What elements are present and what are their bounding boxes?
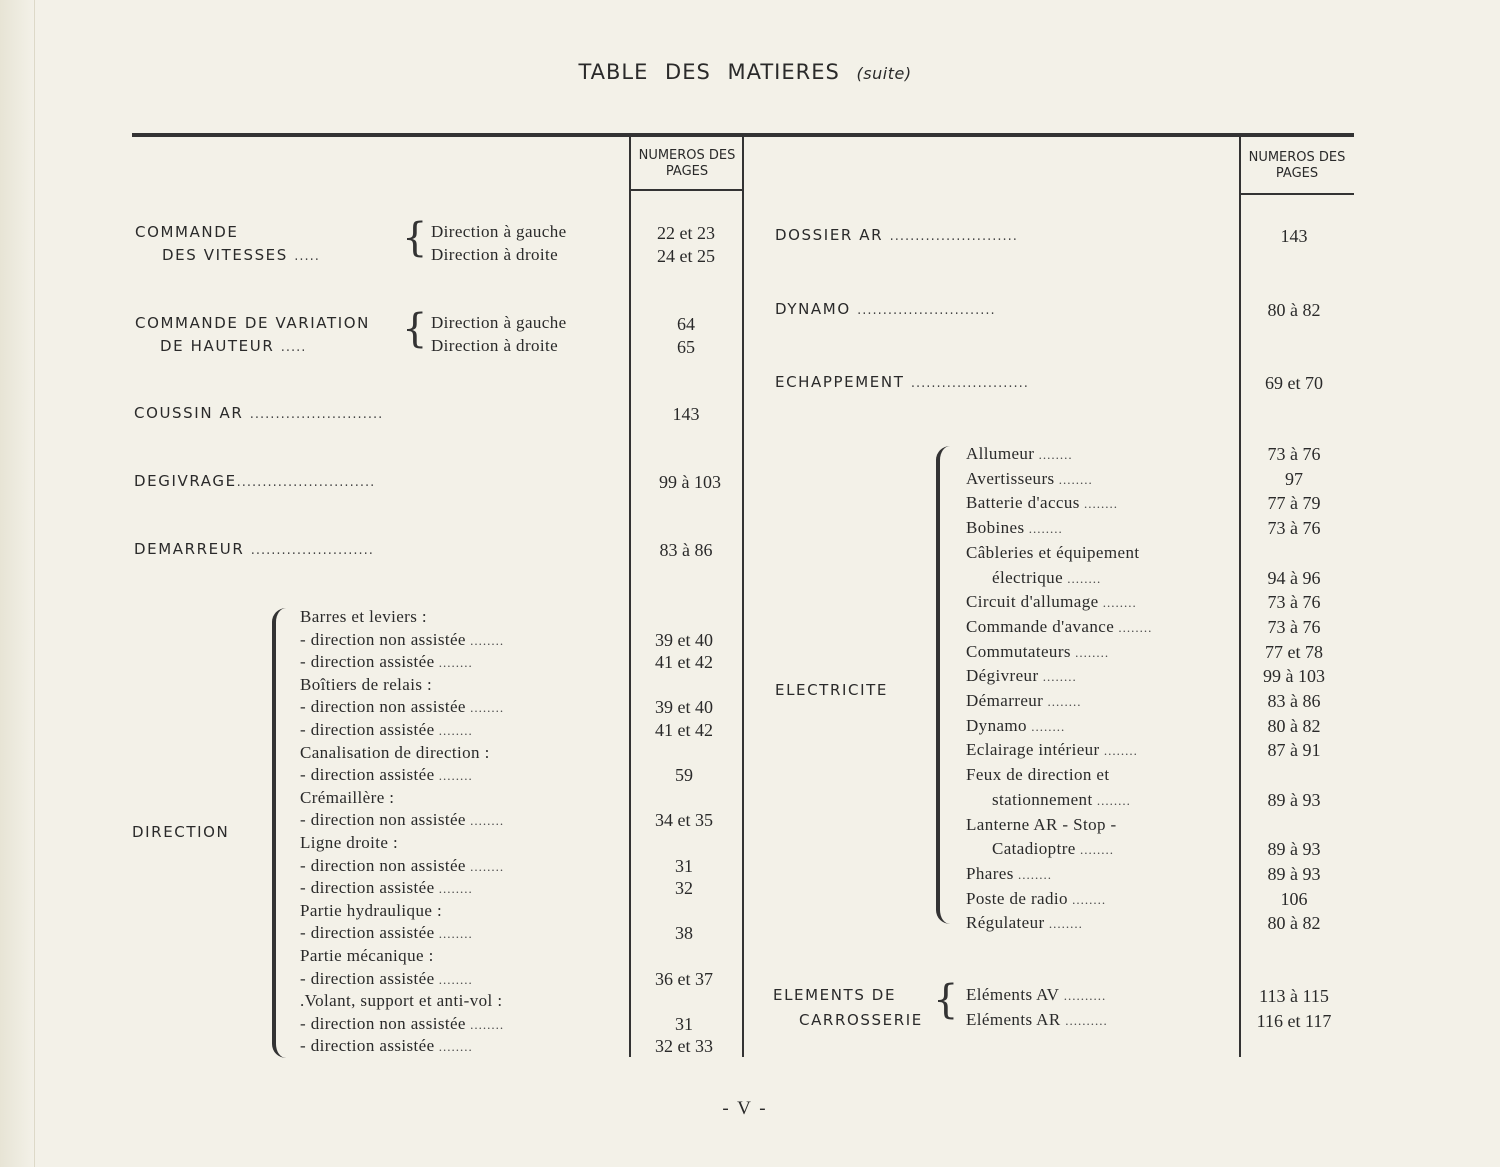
list-item-page: 77 à 79 — [1267, 493, 1321, 514]
list-item-text: Poste de radio — [966, 888, 1068, 908]
coussin-label: COUSSIN AR .......................... — [134, 404, 384, 422]
commande-variation-brace: { — [402, 306, 428, 352]
list-item-text: Câbleries et équipement — [966, 542, 1140, 562]
leader-dots: ........ — [434, 881, 473, 897]
list-item-text: - direction assistée — [300, 968, 435, 988]
leader-dots: ........ — [465, 813, 505, 829]
list-item — [966, 913, 1083, 933]
list-item — [966, 493, 1118, 513]
list-item — [300, 991, 502, 1011]
list-item — [966, 740, 1138, 760]
list-item — [300, 675, 432, 695]
list-item-text: Phares — [966, 863, 1014, 883]
list-item — [300, 856, 504, 876]
list-item — [966, 815, 1117, 835]
commande-variation-line2-text: DE HAUTEUR — [160, 337, 275, 355]
leader-dots: ........ — [1038, 669, 1077, 685]
page-title — [0, 60, 1490, 84]
left-pages-col-left — [629, 137, 631, 1057]
leader-dots: ........ — [465, 1016, 505, 1032]
list-item — [992, 790, 1131, 810]
leader-dots: ........ — [465, 632, 505, 648]
list-item — [300, 652, 473, 672]
list-item-page: 97 — [1285, 468, 1303, 489]
leader-dots: ........ — [434, 655, 473, 671]
leader-dots: ........ — [1114, 619, 1153, 635]
list-item — [300, 1014, 504, 1034]
list-item-text: Batterie d'accus — [966, 493, 1080, 513]
commande-vitesses-p1: 22 et 23 — [657, 223, 715, 243]
list-item — [966, 666, 1077, 686]
commande-variation-p1: 64 — [677, 314, 695, 334]
leader-dots: ........ — [1079, 496, 1119, 512]
list-item-text: stationnement — [992, 789, 1093, 809]
commande-vitesses-line2: DES VITESSES ..... — [162, 246, 320, 264]
commande-variation-line1: COMMANDE DE VARIATION — [135, 314, 370, 332]
elements-p2: 116 et 117 — [1256, 1011, 1332, 1031]
page-number: - V - — [722, 1098, 768, 1119]
left-col-header: NUMEROS DES PAGES — [638, 148, 736, 179]
commande-vitesses-brace: { — [402, 215, 428, 261]
coussin-page: 143 — [672, 404, 700, 424]
list-item-text: Crémaillère : — [300, 787, 395, 807]
leader-dots: ........ — [1054, 471, 1093, 487]
list-item-text: - direction assistée — [300, 878, 435, 898]
left-header-rule — [630, 189, 744, 191]
electricite-label: ELECTRICITE — [775, 681, 888, 699]
dossier-label: DOSSIER AR ......................... — [775, 226, 1018, 244]
commande-vitesses-p2: 24 et 25 — [657, 246, 715, 266]
leader-dots: ........ — [1024, 521, 1063, 537]
commande-variation-line2: DE HAUTEUR ..... — [160, 337, 307, 355]
list-item-text: - direction assistée — [300, 923, 435, 943]
elements-brace: { — [933, 977, 959, 1023]
leader-dots: ........ — [1026, 718, 1066, 734]
list-item-text: Commande d'avance — [966, 616, 1115, 636]
elements-p1: 113 à 115 — [1259, 986, 1329, 1006]
list-item-text: Lanterne AR - Stop - — [966, 814, 1117, 834]
leader-dots: ........ — [1098, 595, 1137, 611]
list-item — [992, 839, 1114, 859]
leader-dots: ........ — [1043, 694, 1082, 709]
list-item — [966, 518, 1063, 538]
list-item-page: 99 à 103 — [1263, 666, 1325, 687]
list-item — [966, 444, 1073, 464]
title-text: TABLE DES MATIERES — [578, 60, 840, 84]
list-item-page: 80 à 82 — [1267, 913, 1321, 934]
list-item-page: 77 et 78 — [1265, 641, 1323, 662]
list-item-page: 80 à 82 — [1267, 715, 1321, 736]
list-item-page: 32 et 33 — [655, 1036, 713, 1057]
demarreur-page: 83 à 86 — [659, 540, 713, 560]
direction-label: DIRECTION — [132, 823, 230, 841]
list-item — [300, 923, 473, 943]
list-item — [966, 592, 1137, 612]
list-item-text: .Volant, support et anti-vol : — [300, 991, 503, 1011]
list-item — [300, 878, 473, 898]
list-item-text: Barres et leviers : — [300, 607, 428, 626]
elements-sub2: Eléments AR .......... — [966, 1010, 1108, 1029]
list-item-page: 59 — [675, 765, 693, 786]
degivrage-label: DEGIVRAGE........................... — [134, 472, 376, 490]
coussin-label-text: COUSSIN AR — [134, 404, 244, 422]
list-item — [992, 568, 1101, 588]
demarreur-label: DEMARREUR ........................ — [134, 540, 374, 558]
list-item — [300, 788, 394, 808]
list-item — [966, 765, 1110, 785]
list-item — [966, 864, 1052, 884]
list-item-page: 106 — [1280, 888, 1308, 909]
leader-dots: ........ — [1034, 447, 1073, 462]
list-item-page: 39 et 40 — [655, 697, 713, 718]
list-item — [300, 810, 504, 830]
list-item-text: Circuit d'allumage — [966, 592, 1099, 612]
title-suffix: (suite) — [856, 64, 912, 83]
commande-variation-p2: 65 — [677, 337, 695, 357]
list-item-text: - direction assistée — [300, 765, 435, 785]
list-item-text: Dynamo — [966, 715, 1027, 735]
list-item-page: 89 à 93 — [1267, 789, 1321, 810]
list-item-text: Partie hydraulique : — [300, 900, 443, 920]
electricite-brace — [936, 446, 950, 924]
commande-vitesses-sub2: Direction à droite — [431, 245, 559, 264]
list-item-text: Ligne droite : — [300, 833, 399, 852]
elements-sub2-text: Eléments AR — [966, 1010, 1061, 1029]
list-item — [300, 630, 504, 650]
echappement-label: ECHAPPEMENT ....................... — [775, 373, 1029, 391]
list-item-text: Feux de direction et — [966, 765, 1110, 785]
list-item-page: 31 — [675, 855, 693, 876]
leader-dots: ........ — [1099, 743, 1138, 759]
list-item — [300, 946, 434, 966]
commande-vitesses-sub1: Direction à gauche — [431, 222, 567, 241]
left-pages-col-right — [742, 137, 744, 1057]
list-item-page: 73 à 76 — [1267, 616, 1321, 637]
list-item-page: 39 et 40 — [655, 629, 713, 650]
list-item — [300, 901, 442, 921]
direction-brace — [272, 608, 286, 1058]
list-item-text: Régulateur — [966, 913, 1045, 933]
echappement-label-text: ECHAPPEMENT — [775, 373, 905, 391]
demarreur-label-text: DEMARREUR — [134, 540, 245, 558]
list-item-text: Dégivreur — [966, 666, 1039, 686]
list-item-text: électrique — [992, 567, 1064, 587]
dynamo-page: 80 à 82 — [1267, 300, 1321, 320]
dossier-label-text: DOSSIER AR — [775, 226, 884, 244]
list-item — [300, 720, 473, 740]
leader-dots: ........ — [465, 700, 505, 716]
list-item-text: - direction non assistée — [300, 810, 466, 830]
list-item — [300, 1036, 473, 1056]
list-item — [966, 543, 1139, 563]
leader-dots: ........ — [1092, 792, 1131, 808]
list-item-page: 73 à 76 — [1267, 518, 1321, 539]
list-item-page: 73 à 76 — [1267, 444, 1321, 464]
degivrage-page: 99 à 103 — [659, 472, 721, 492]
list-item-text: - direction non assistée — [300, 629, 466, 649]
list-item-text: Eclairage intérieur — [966, 740, 1100, 760]
list-item-text: Partie mécanique : — [300, 946, 434, 965]
list-item-text: - direction assistée — [300, 720, 435, 739]
commande-vitesses-line2-text: DES VITESSES — [162, 246, 288, 264]
list-item — [300, 969, 473, 989]
list-item-text: - direction non assistée — [300, 855, 466, 875]
leader-dots: ........ — [465, 858, 505, 874]
commande-vitesses-line1: COMMANDE — [135, 223, 239, 241]
page-edge — [0, 0, 35, 1167]
list-item — [966, 469, 1093, 489]
list-item-text: - direction non assistée — [300, 1013, 466, 1033]
leader-dots: ........ — [434, 768, 473, 784]
list-item-page: 41 et 42 — [655, 652, 713, 673]
list-item — [300, 697, 504, 717]
right-header-rule — [1240, 193, 1354, 195]
leader-dots: ........ — [434, 926, 473, 942]
list-item-page: 87 à 91 — [1267, 740, 1321, 761]
list-item-page: 73 à 76 — [1267, 592, 1321, 613]
list-item-page: 83 à 86 — [1267, 691, 1321, 711]
elements-line1: ELEMENTS DE — [773, 986, 897, 1004]
list-item — [966, 617, 1152, 637]
list-item — [300, 607, 427, 627]
dossier-page: 143 — [1280, 226, 1308, 246]
list-item-text: Avertisseurs — [966, 468, 1055, 488]
list-item-page: 31 — [675, 1013, 693, 1034]
elements-sub1-text: Eléments AV — [966, 985, 1060, 1004]
list-item-page: 34 et 35 — [655, 810, 713, 831]
leader-dots: ........ — [434, 723, 473, 738]
list-item — [966, 889, 1106, 909]
leader-dots: ........ — [1013, 866, 1052, 882]
list-item-text: Démarreur — [966, 691, 1044, 710]
leader-dots: ........ — [1063, 570, 1102, 586]
list-item — [966, 716, 1065, 736]
leader-dots: ........ — [434, 1039, 473, 1055]
elements-sub1: Eléments AV .......... — [966, 985, 1107, 1004]
leader-dots: ........ — [1044, 916, 1083, 932]
dynamo-label: DYNAMO ........................... — [775, 300, 996, 318]
list-item-text: - direction assistée — [300, 1036, 435, 1056]
list-item-page: 36 et 37 — [655, 968, 713, 989]
dynamo-label-text: DYNAMO — [775, 300, 851, 318]
commande-variation-sub2: Direction à droite — [431, 336, 559, 355]
list-item — [966, 691, 1081, 711]
leader-dots: ........ — [434, 971, 473, 987]
list-item-text: Allumeur — [966, 444, 1035, 463]
leader-dots: ........ — [1067, 891, 1107, 907]
list-item-text: - direction non assistée — [300, 697, 466, 717]
list-item-text: - direction assistée — [300, 652, 435, 672]
list-item-text: Canalisation de direction : — [300, 742, 490, 762]
list-item-page: 41 et 42 — [655, 720, 713, 740]
list-item-text: Boîtiers de relais : — [300, 674, 433, 694]
commande-variation-sub1: Direction à gauche — [431, 313, 567, 332]
echappement-page: 69 et 70 — [1265, 373, 1323, 393]
leader-dots: ........ — [1070, 644, 1110, 660]
list-item — [300, 743, 490, 763]
list-item-page: 32 — [675, 878, 693, 899]
list-item-page: 89 à 93 — [1267, 863, 1321, 884]
leader-dots: ........ — [1075, 842, 1114, 858]
list-item-page: 38 — [675, 923, 693, 944]
elements-line2: CARROSSERIE — [799, 1011, 923, 1029]
list-item-page: 89 à 93 — [1267, 839, 1321, 860]
right-col-header: NUMEROS DES PAGES — [1248, 150, 1346, 181]
list-item — [300, 765, 473, 785]
list-item-text: Catadioptre — [992, 839, 1076, 859]
degivrage-label-text: DEGIVRAGE — [134, 472, 237, 490]
list-item-text: Commutateurs — [966, 641, 1071, 661]
list-item-text: Bobines — [966, 518, 1025, 538]
list-item — [300, 833, 398, 853]
list-item — [966, 642, 1109, 662]
list-item-page: 94 à 96 — [1267, 567, 1321, 588]
